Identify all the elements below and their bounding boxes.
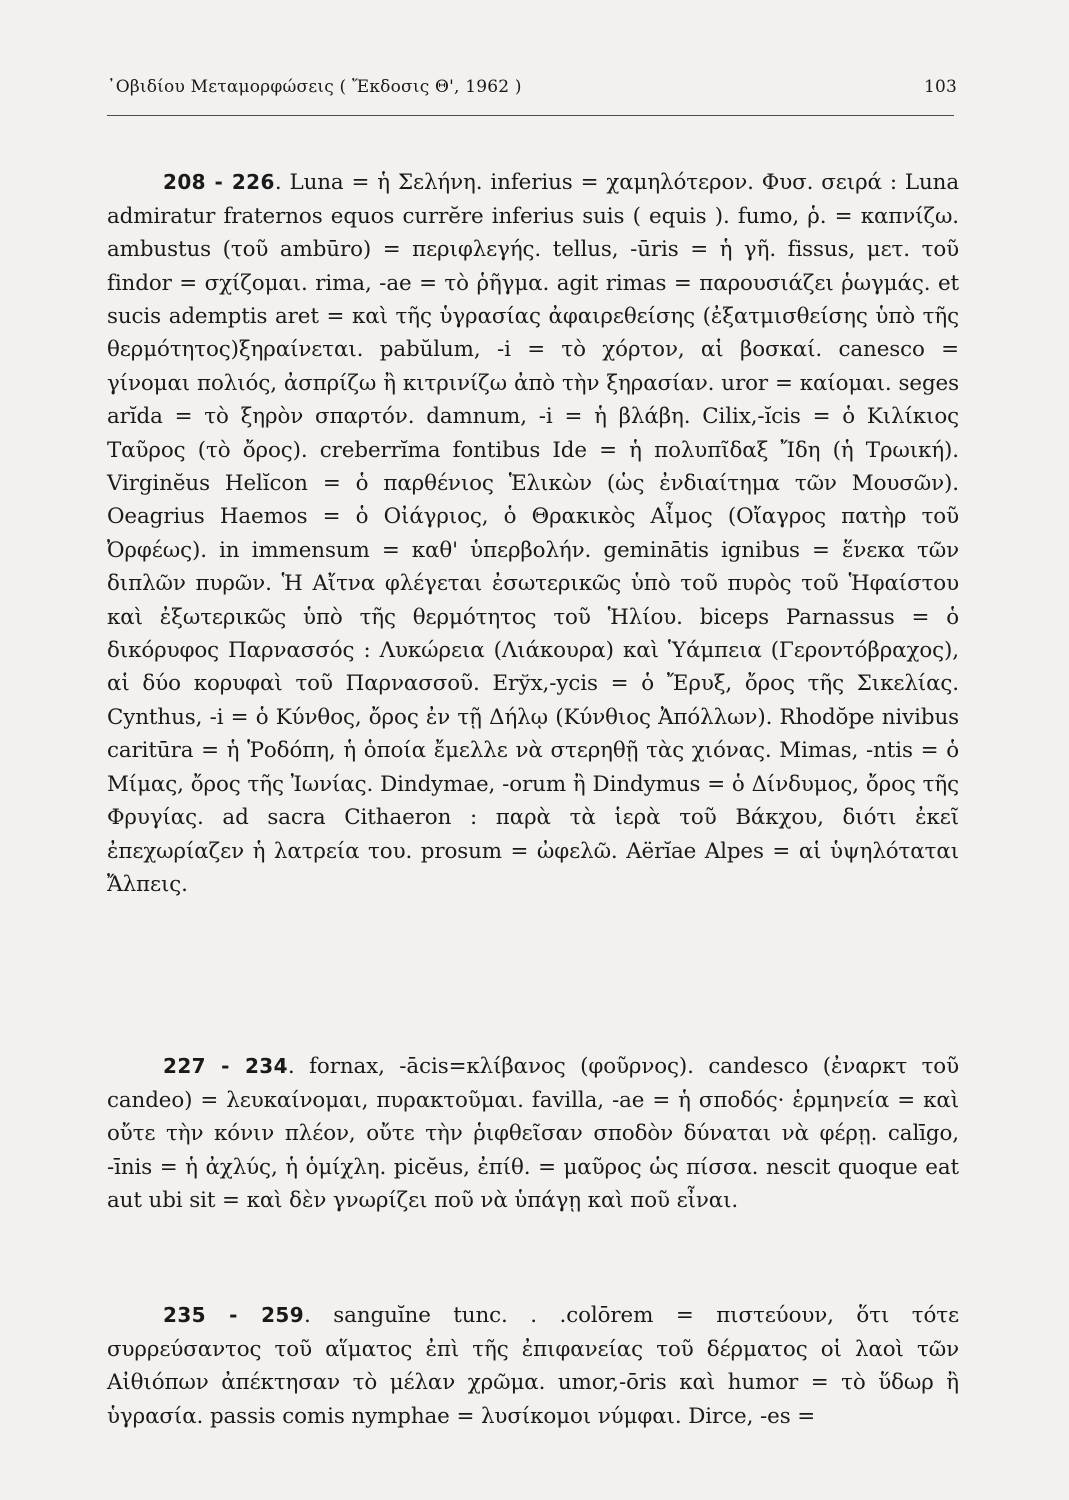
commentary-entry-227-234 [107, 1050, 959, 1217]
entry-text: . fornax, -ācis=κλίβανος (φοῦρνος). candesco (ἐναρκτ τοῦ candeo) = λευκαίνομαι, πυρακτοῦμαι. favilla, -ae = ἡ σποδός· ἑρμηνεία = καὶ οὔτε τὴν κόνιν πλέον, οὔτε τὴν ῥιφθεῖσαν σποδὸν δύναται νὰ φέρῃ. calīgo, -īnis = ἡ ἀχλύς, ἡ ὁμίχλη. picĕus, ἐπίθ. = μαῦρος ὡς πίσσα. nescit quoque eat aut ubi sit = καὶ δὲν γνωρίζει ποῦ νὰ ὑπάγῃ καὶ ποῦ εἶναι. [107, 1054, 959, 1214]
commentary-entry-235-259 [107, 1299, 959, 1433]
verse-reference: 227 - 234 [163, 1054, 288, 1079]
commentary-entry-208-226 [107, 166, 959, 901]
page-number: 103 [923, 77, 957, 97]
verse-reference: 208 - 226 [163, 170, 275, 195]
header-rule [107, 115, 954, 116]
entry-text: . Luna = ἡ Σελήνη. inferius = χαμηλότερον. Φυσ. σειρά : Luna admiratur fraternos equos currĕre inferius suis ( equis ). fumo, ῥ. = καπνίζω. ambustus (τοῦ ambūro) = περιφλεγής. tellus, -ūris = ἡ γῆ. fissus, μετ. τοῦ findor = σχίζομαι. rima, -ae = τὸ ῥῆγμα. agit rimas = παρουσιάζει ῥωγμάς. et sucis ademptis aret = καὶ τῆς ὑγρασίας ἀφαιρεθείσης (ἐξατμισθείσης ὑπὸ τῆς θερμότητος)ξηραίνεται. pabŭlum, -i = τὸ χόρτον, αἱ βοσκαί. canesco = γίνομαι πολιός, ἀσπρίζω ἢ κιτρινίζω ἀπὸ τὴν ξηρασίαν. uror = καίομαι. seges arĭda = τὸ ξηρὸν σπαρτόν. damnum, -i = ἡ βλάβη. Cilix,-ĭcis = ὁ Κιλίκιος Ταῦρος (τὸ ὄρος). creberrĭma fontibus Ide = ἡ πολυπῖδαξ Ἴδη (ἡ Τρωική). Virginĕus Helĭcon = ὁ παρθένιος Ἑλικὼν (ὡς ἐνδιαίτημα τῶν Μουσῶν). Oeagrius Haemos = ὁ Οἰάγριος, ὁ Θρακικὸς Αἶμος (Οἴαγρος πατὴρ τοῦ Ὀρφέως). in immensum = καθ' ὑπερβολήν. geminātis ignibus = ἕνεκα τῶν διπλῶν πυρῶν. Ἡ Αἴτνα φλέγεται ἐσωτερικῶς ὑπὸ τοῦ πυρὸς τοῦ Ἡφαίστου καὶ ἐξωτερικῶς ὑπὸ τῆς θερμότητος τοῦ Ἡλίου. biceps Parnassus = ὁ δικόρυφος Παρνασσός : Λυκώρεια (Λιάκουρα) καὶ Ὑάμπεια (Γεροντόβραχος), αἱ δύο κορυφαὶ τοῦ Παρνασσοῦ. Erўx,-ycis = ὁ Ἔρυξ, ὄρος τῆς Σικελίας. Cynthus, -i = ὁ Κύνθος, ὄρος ἐν τῇ Δήλῳ (Κύνθιος Ἀπόλλων). Rhodŏpe nivibus caritūra = ἡ Ῥοδόπη, ἡ ὁποία ἔμελλε νὰ στερηθῇ τὰς χιόνας. Mimas, -ntis = ὁ Μίμας, ὄρος τῆς Ἰωνίας. Dindymae, -orum ἢ Dindymus = ὁ Δίνδυμος, ὄρος τῆς Φρυγίας. ad sacra Cithaeron : παρὰ τὰ ἱερὰ τοῦ Βάκχου, διότι ἐκεῖ ἐπεχωρίαζεν ἡ λατρεία του. prosum = ὠφελῶ. Aërĭae Alpes = αἱ ὑψηλόταται Ἄλπεις. [107, 170, 959, 897]
running-head [107, 77, 957, 107]
entry-text: . sanguĭne tunc. . .colōrem = πιστεύουν, ὅτι τότε συρρεύσαντος τοῦ αἵματος ἐπὶ τῆς ἐπιφανείας τοῦ δέρματος οἱ λαοὶ τῶν Αἰθιόπων ἀπέκτησαν τὸ μέλαν χρῶμα. umor,-ōris καὶ humor = τὸ ὕδωρ ἢ ὑγρασία. passis comis nymphae = λυσίκομοι νύμφαι. Dirce, -es = [107, 1303, 960, 1429]
verse-reference: 235 - 259 [163, 1303, 305, 1328]
running-head-title: ᾿Οβιδίου Μεταμορφώσεις ( Ἔκδοσις Θ', 1962 ) [107, 77, 522, 97]
